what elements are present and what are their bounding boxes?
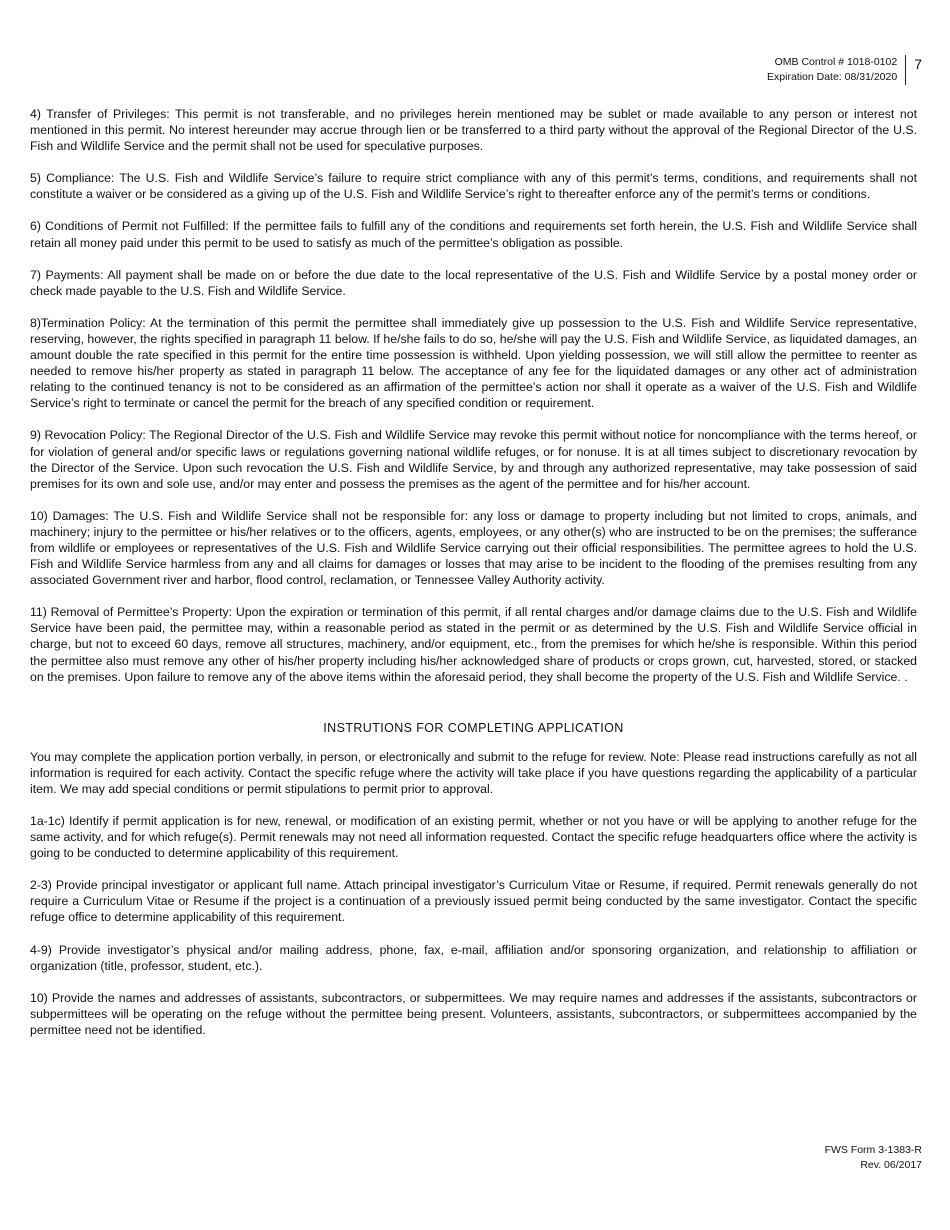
paragraph-compliance: 5) Compliance: The U.S. Fish and Wildlife Service’s failure to require strict compliance with any of this permit’s terms, conditions, and requirements shall not constitute a waiver or be considered as a giving up of the U.S. Fish and Wildlife Service’s right to thereafter enforce any of the permit’s terms or conditions.	[30, 171, 917, 202]
page-number: 7	[914, 56, 922, 72]
paragraph-transfer-of-privileges: 4) Transfer of Privileges: This permit is not transferable, and no privileges herein mentioned may be sublet or made available to any person or interest not mentioned in this permit. No interest hereunder may accrue through lien or be transferred to a third party without the approval of the Regional Director of the U.S. Fish and Wildlife Service and the permit shall not be used for speculative purposes.	[30, 107, 917, 154]
omb-info	[767, 55, 906, 85]
paragraph-damages: 10) Damages: The U.S. Fish and Wildlife Service shall not be responsible for: any loss or damage to property including but not limited to crops, animals, and machinery; injury to the permittee or his/her relatives or to the officers, agents, employees, or any other(s) who are instructed to be on the premises; the sufferance from wildlife or employees or representatives of the U.S. Fish and Wildlife Service carrying out their official responsibilities. The permittee agrees to hold the U.S. Fish and Wildlife Service harmless from any and all claims for damages or losses that may arise to be incident to the flooding of the premises resulting from any associated Government river and harbor, flood control, reclamation, or Tennessee Valley Authority activity.	[30, 508, 917, 588]
page-footer	[825, 1143, 922, 1173]
instructions-item-2-3: 2-3) Provide principal investigator or applicant full name. Attach principal investigator’s Curriculum Vitae or Resume, if required. Permit renewals generally do not require a Curriculum Vitae or Resume if the project is a continuation of a previously issued permit being conducted by the same investigator. Contact the specific refuge office to determine applicability of this requirement.	[30, 878, 917, 925]
omb-control-number: OMB Control # 1018-0102	[774, 56, 898, 68]
instructions-heading: INSTRUTIONS FOR COMPLETING APPLICATION	[323, 720, 624, 735]
form-revision: Rev. 06/2017	[860, 1159, 922, 1171]
instructions-item-4-9: 4-9) Provide investigator’s physical and/or mailing address, phone, fax, e-mail, affiliation and/or sponsoring organization, and relationship to affiliation or organization (title, professor, student, etc.).	[30, 942, 917, 973]
document-body	[30, 106, 917, 1054]
page-header	[767, 55, 922, 85]
instructions-intro: You may complete the application portion verbally, in person, or electronically and submit to the refuge for review. Note: Please read instructions carefully as not all information is required for each activity. Contact the specific refuge where the activity will take place if you have questions regarding the applicability of a particular item. We may add special conditions or permit stipulations to permit prior to approval.	[30, 749, 917, 796]
expiration-date: Expiration Date: 08/31/2020	[767, 71, 898, 83]
instructions-item-10: 10) Provide the names and addresses of assistants, subcontractors, or subpermittees. We may require names and addresses if the assistants, subcontractors or subpermittees will be operating on the refuge without the permittee being present. Volunteers, assistants, subcontractors, or subpermittees accompanied by the permittee need not be identified.	[30, 990, 917, 1037]
paragraph-payments: 7) Payments: All payment shall be made on or before the due date to the local representative of the U.S. Fish and Wildlife Service by a postal money order or check made payable to the U.S. Fish and Wildlife Service.	[30, 267, 917, 298]
paragraph-conditions-not-fulfilled: 6) Conditions of Permit not Fulfilled: If the permittee fails to fulfill any of the conditions and requirements set forth herein, the U.S. Fish and Wildlife Service shall retain all money paid under this permit to be used to satisfy as much of the permittee’s obligation as possible.	[30, 219, 917, 250]
form-number: FWS Form 3-1383-R	[824, 1144, 922, 1156]
paragraph-revocation-policy: 9) Revocation Policy: The Regional Director of the U.S. Fish and Wildlife Service may revoke this permit without notice for noncompliance with the terms hereof, or for violation of general and/or specific laws or regulations governing national wildlife refuges, or for nonuse. It is at all times subject to discretionary revocation by the Director of the Service. Upon such revocation the U.S. Fish and Wildlife Service, by and through any authorized representative, may take possession of said premises for its own and sole use, and/or may enter and possess the premises as the agent of the permittee and for his/her account.	[30, 428, 917, 491]
instructions-item-1a-1c: 1a-1c) Identify if permit application is for new, renewal, or modification of an existing permit, whether or not you have or will be applying to another refuge for the same activity, and for which refuge(s). Permit renewals may not need all information requested. Contact the specific refuge headquarters office where the activity is going to be conducted to determine applicability of this requirement.	[30, 814, 917, 861]
paragraph-termination-policy: 8)Termination Policy: At the termination of this permit the permittee shall immediately give up possession to the U.S. Fish and Wildlife Service representative, reserving, however, the rights specified in paragraph 11 below. If he/she fails to do so, he/she will pay the U.S. Fish and Wildlife Service, as liquidated damages, an amount double the rate specified in this permit for the entire time possession is withheld. Upon yielding possession, we will still allow the permittee to reenter as needed to remove his/her property as stated in paragraph 11 below. The acceptance of any fee for the liquidated damages or any other act of administration relating to the continued tenancy is not to be considered as an affirmation of the permittee’s action nor shall it operate as a waiver of the U.S. Fish and Wildlife Service’s right to terminate or cancel the permit for the breach of any specified condition or requirement.	[30, 315, 917, 411]
paragraph-removal-of-property: 11) Removal of Permittee’s Property: Upon the expiration or termination of this permit, if all rental charges and/or damage claims due to the U.S. Fish and Wildlife Service have been paid, the permittee may, within a reasonable period as stated in the permit or as determined by the U.S. Fish and Wildlife Service official in charge, but not to exceed 60 days, remove all structures, machinery, and/or equipment, etc., from the premises for which he/she is responsible. Within this period the permittee also must remove any other of his/her property including his/her acknowledged share of products or crops grown, cut, harvested, stored, or stacked on the premises. Upon failure to remove any of the above items within the aforesaid period, they shall become the property of the U.S. Fish and Wildlife Service. .	[30, 605, 917, 684]
